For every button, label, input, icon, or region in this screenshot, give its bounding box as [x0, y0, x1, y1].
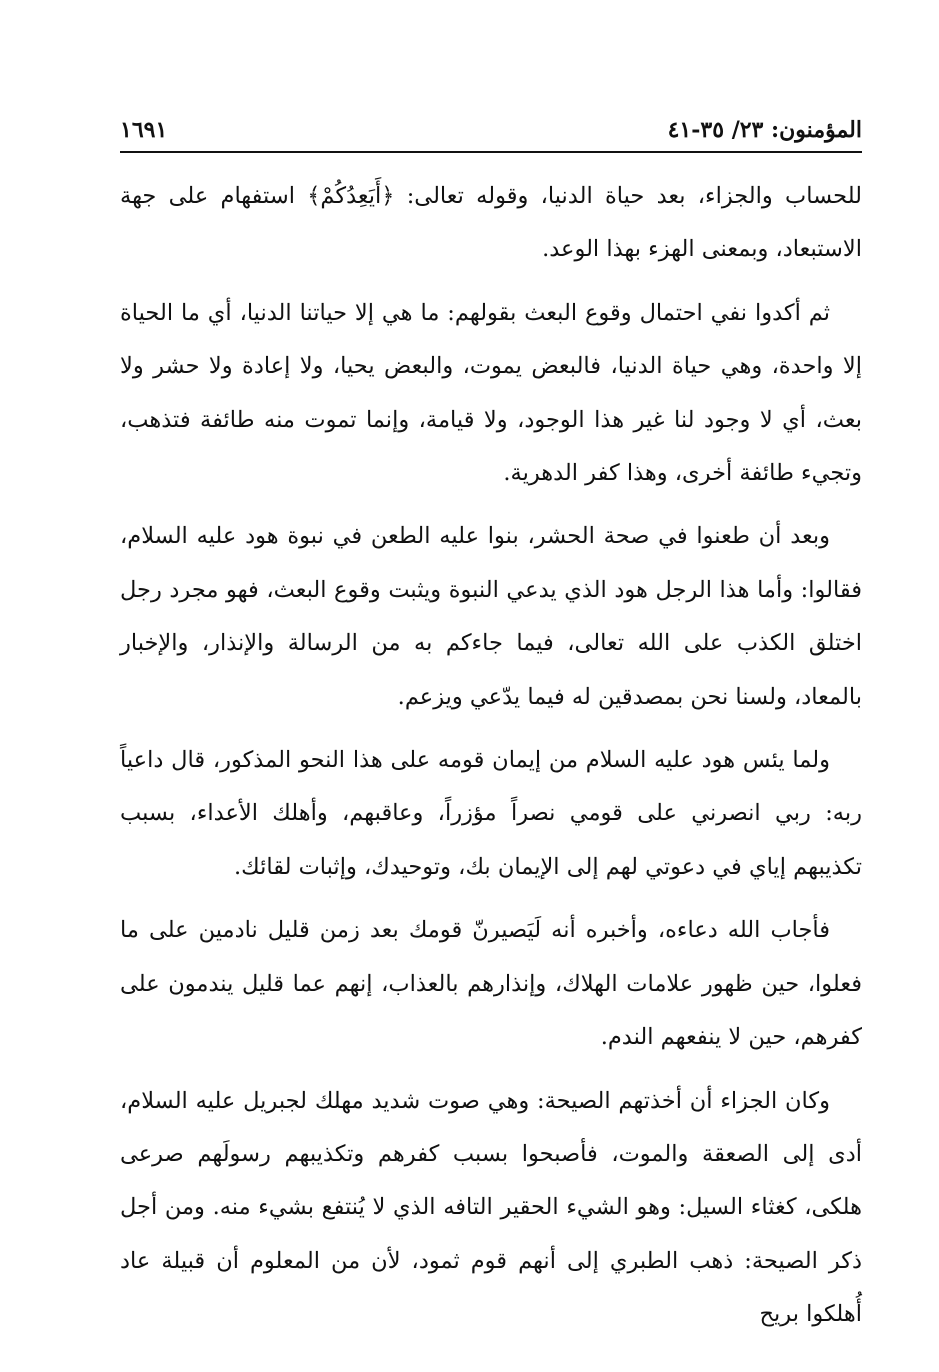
page-body [120, 170, 862, 1342]
paragraph-3: وبعد أن طعنوا في صحة الحشر، بنوا عليه الطعن في نبوة هود عليه السلام، فقالوا: وأما هذا الرجل هود الذي يدعي النبوة ويثبت وقوع البعث، فهو مجرد رجل اختلق الكذب على الله تعالى، فيما جاءكم به من الرسالة والإنذار، والإخبار بالمعاد، ولسنا نحن بمصدقين له فيما يدّعي ويزعم. [120, 523, 862, 710]
running-header [120, 112, 862, 148]
page-number: ١٦٩١ [120, 117, 168, 143]
paragraph-2: ثم أكدوا نفي احتمال وقوع البعث بقولهم: ما هي إلا حياتنا الدنيا، أي ما الحياة إلا واحدة، وهي حياة الدنيا، فالبعض يموت، والبعض يحيا، ولا إعادة ولا حشر ولا بعث، أي لا وجود لنا غير هذا الوجود، ولا قيامة، وإنما تموت منه طائفة فتذهب، وتجيء طائفة أخرى، وهذا كفر الدهرية. [120, 299, 862, 487]
header-divider [120, 151, 862, 153]
paragraph-5: فأجاب الله دعاءه، وأخبره أنه لَيَصيرنّ قومك بعد زمن قليل نادمين على ما فعلوا، حين ظهور علامات الهلاك، وإنذارهم بالعذاب، إنهم عما قليل يندمون على كفرهم، حين لا ينفعهم الندم. [120, 917, 862, 1051]
paragraph-4: ولما يئس هود عليه السلام من إيمان قومه على هذا النحو المذكور، قال داعياً ربه: ربي انصرني على قومي نصراً مؤزراً، وعاقبهم، وأهلك الأعداء، بسبب تكذيبهم إياي في دعوتي لهم إلى الإيمان بك، وتوحيدك، وإثبات لقائك. [120, 747, 862, 880]
paragraph-1: للحساب والجزاء، بعد حياة الدنيا، وقوله تعالى: ﴿أَيَعِدُكُمْ﴾ استفهام على جهة الاستبعاد، وبمعنى الهزء بهذا الوعد. [120, 183, 862, 263]
paragraph-6: وكان الجزاء أن أخذتهم الصيحة: وهي صوت شديد مهلك لجبريل عليه السلام، أدى إلى الصعقة والموت، فأصبحوا بسبب كفرهم وتكذيبهم رسولَهم صرعى هلكى، كغثاء السيل: وهو الشيء الحقير التافه الذي لا يُنتفع بشيء منه. ومن أجل ذكر الصيحة: ذهب الطبري إلى أنهم قوم ثمود، لأن من المعلوم أن قبيلة عاد أُهلكوا بريح [120, 1087, 862, 1328]
header-surah-reference: المؤمنون: ٢٣/ ٣٥-٤١ [667, 117, 862, 143]
